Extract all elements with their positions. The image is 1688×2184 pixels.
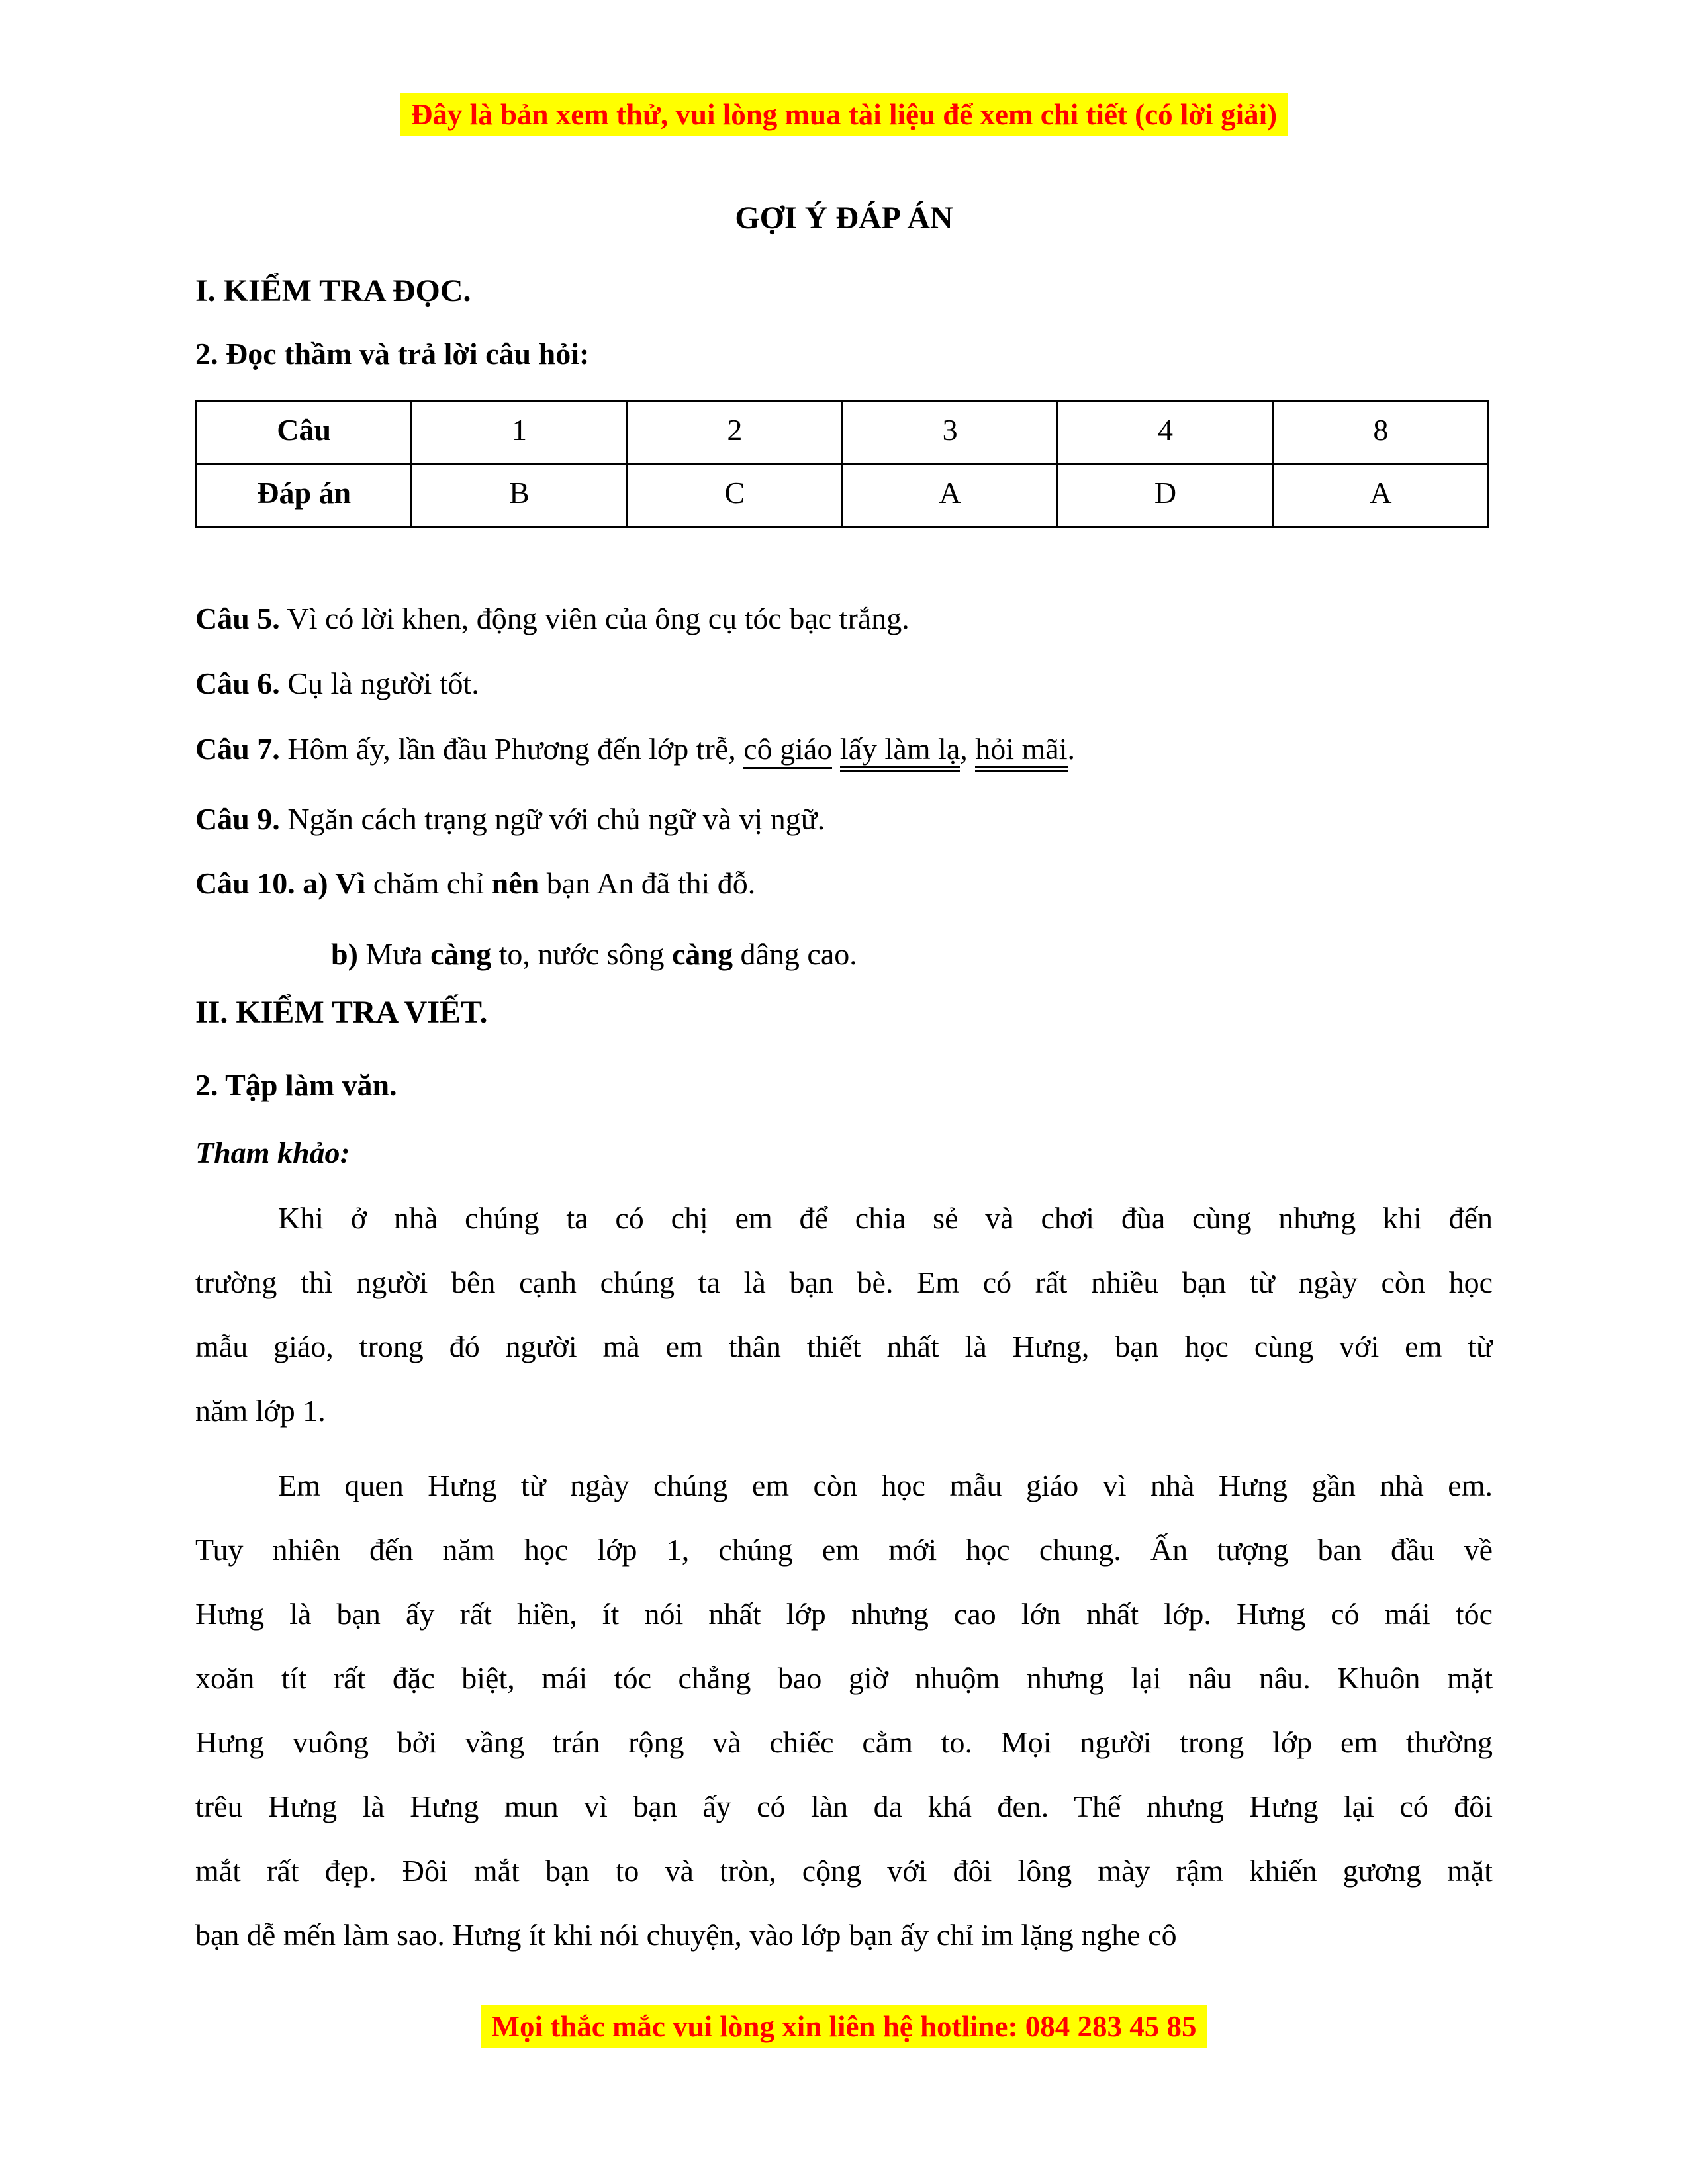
answer-text: Ngăn cách trạng ngữ với chủ ngữ và vị ngữ. <box>279 802 825 836</box>
table-cell-question-4: 4 <box>1058 402 1273 465</box>
answer-text: Vì có lời khen, động viên của ông cụ tóc bạc trắng. <box>279 602 910 635</box>
answer-text: Hôm ấy, lần đầu Phương đến lớp trễ, <box>279 732 744 766</box>
answer-text: dâng cao. <box>733 937 857 971</box>
footer-hotline-row <box>0 2005 1688 2048</box>
answer-line-cau10a <box>195 864 1493 903</box>
essay-paragraph-1 <box>195 1186 1493 1443</box>
page-title: GỢI Ý ĐÁP ÁN <box>735 201 953 236</box>
essay-line: xoăn tít rất đặc biệt, mái tóc chẳng bao giờ nhuộm nhưng lại nâu nâu. Khuôn mặt <box>195 1661 1493 1695</box>
table-row-answers <box>197 465 1489 527</box>
answer-line-cau9 <box>195 799 1493 839</box>
answer-text: , <box>960 732 976 766</box>
essay-line: bạn dễ mến làm sao. Hưng ít khi nói chuyện, vào lớp bạn ấy chỉ im lặng nghe cô <box>195 1918 1177 1952</box>
answer-text: to, nước sông <box>491 937 673 971</box>
answer-table-wrap <box>195 400 1493 528</box>
essay-paragraph-2 <box>195 1453 1493 1967</box>
essay-line: Em quen Hưng từ ngày chúng em còn học mẫu giáo vì nhà Hưng gần nhà em. <box>278 1469 1493 1502</box>
table-cell-question-2: 2 <box>627 402 842 465</box>
essay-line: Tuy nhiên đến năm học lớp 1, chúng em mới học chung. Ấn tượng ban đầu về <box>195 1533 1493 1567</box>
footer-hotline: Mọi thắc mắc vui lòng xin liên hệ hotline: 084 283 45 85 <box>481 2005 1207 2048</box>
answer-text: . <box>1067 732 1075 766</box>
table-cell-question-1: 1 <box>412 402 627 465</box>
table-cell-question-3: 3 <box>842 402 1057 465</box>
subheading-reading-questions: 2. Đọc thầm và trả lời câu hỏi: <box>195 337 590 371</box>
answer-label: Câu 6. <box>195 666 280 700</box>
table-cell-answer-label: Đáp án <box>197 465 412 527</box>
table-row-questions <box>197 402 1489 465</box>
table-cell-answer-4: D <box>1058 465 1273 527</box>
answer-text: bạn An đã thi đỗ. <box>539 866 756 900</box>
double-underlined-predicate: lấy làm lạ <box>840 732 960 772</box>
essay-line: trêu Hưng là Hưng mun vì bạn ấy có làn da khá đen. Thế nhưng Hưng lại có đôi <box>195 1790 1493 1823</box>
preview-banner: Đây là bản xem thử, vui lòng mua tài liệu để xem chi tiết (có lời giải) <box>400 93 1288 136</box>
section-heading-reading: I. KIỂM TRA ĐỌC. <box>195 273 471 308</box>
essay-line: mắt rất đẹp. Đôi mắt bạn to và tròn, cộng với đôi lông mày rậm khiến gương mặt <box>195 1854 1493 1888</box>
table-cell-answer-1: B <box>412 465 627 527</box>
table-cell-answer-3: A <box>842 465 1057 527</box>
essay-line: trường thì người bên cạnh chúng ta là bạn bè. Em có rất nhiều bạn từ ngày còn học <box>195 1265 1493 1299</box>
answer-label: Câu 5. <box>195 602 280 635</box>
essay-line: mẫu giáo, trong đó người mà em thân thiết nhất là Hưng, bạn học cùng với em từ <box>195 1330 1493 1363</box>
essay-line: Hưng vuông bởi vầng trán rộng và chiếc cằm to. Mọi người trong lớp em thường <box>195 1725 1493 1759</box>
underlined-subject: cô giáo <box>743 732 832 769</box>
essay-line: năm lớp 1. <box>195 1394 326 1428</box>
essay-line: Khi ở nhà chúng ta có chị em để chia sẻ và chơi đùa cùng nhưng khi đến <box>278 1201 1493 1235</box>
answer-bold-word: nên <box>491 866 539 900</box>
answer-label: b) <box>331 937 358 971</box>
answer-line-cau5 <box>195 599 1493 639</box>
answer-text: Mưa <box>357 937 431 971</box>
answer-line-cau6 <box>195 664 1493 704</box>
answer-bold-word: càng <box>672 937 733 971</box>
table-cell-answer-2: C <box>627 465 842 527</box>
answer-label: Câu 10. a) Vì <box>195 866 366 900</box>
double-underlined-predicate: hỏi mãi <box>975 732 1067 772</box>
answer-line-cau10b <box>195 934 1493 974</box>
subheading-writing-essay: 2. Tập làm văn. <box>195 1068 397 1102</box>
table-cell-answer-8: A <box>1273 465 1488 527</box>
answer-text: chăm chỉ <box>365 866 492 900</box>
answer-label: Câu 7. <box>195 732 280 766</box>
answer-text: Cụ là người tốt. <box>279 666 479 700</box>
reference-label: Tham khảo: <box>195 1136 350 1169</box>
table-cell-question-8: 8 <box>1273 402 1488 465</box>
preview-banner-row <box>0 93 1688 136</box>
table-cell-question-label: Câu <box>197 402 412 465</box>
answer-text <box>832 732 840 766</box>
section-heading-writing: II. KIỂM TRA VIẾT. <box>195 995 488 1030</box>
answer-table <box>195 400 1489 528</box>
answer-line-cau7 <box>195 729 1493 769</box>
essay-line: Hưng là bạn ấy rất hiền, ít nói nhất lớp nhưng cao lớn nhất lớp. Hưng có mái tóc <box>195 1597 1493 1631</box>
answer-bold-word: càng <box>430 937 492 971</box>
answer-label: Câu 9. <box>195 802 280 836</box>
